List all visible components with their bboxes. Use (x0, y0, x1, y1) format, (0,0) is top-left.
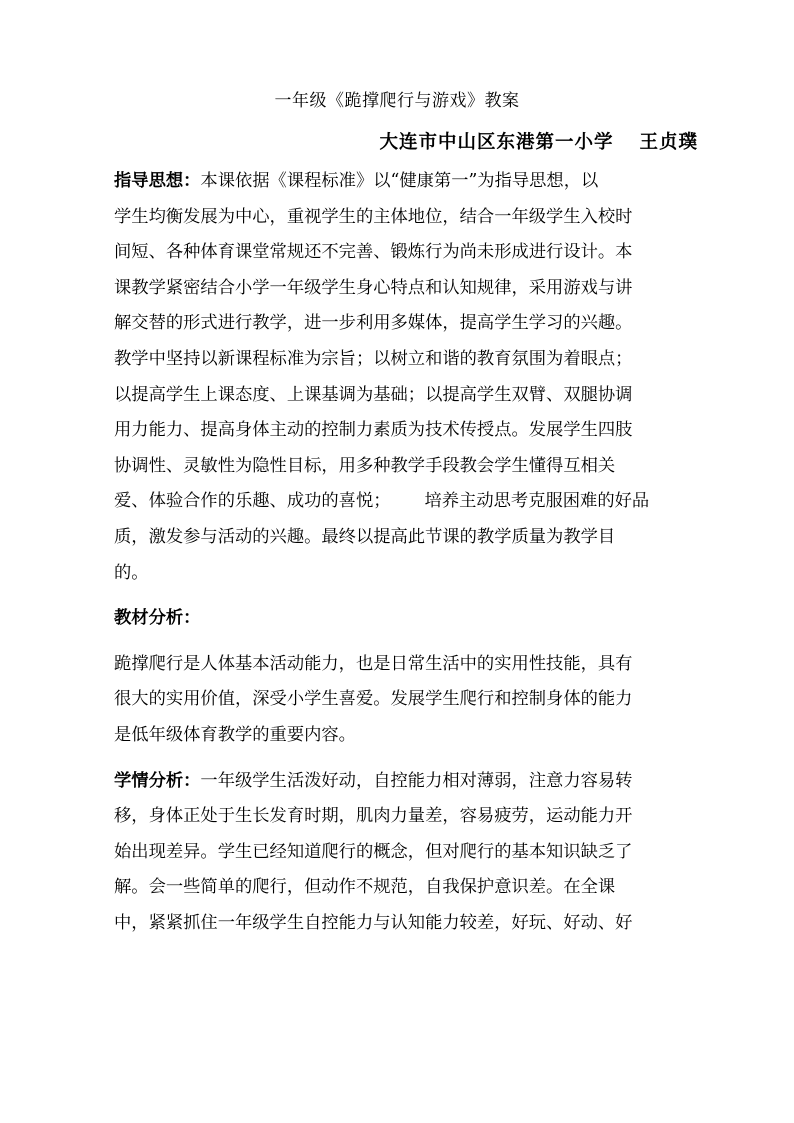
section-heading-guiding: 指导思想： (114, 171, 201, 191)
author-school: 大连市中山区东港第一小学 (379, 132, 614, 153)
document-body (114, 164, 686, 941)
paragraph-line: 移，身体正处于生长发育时期，肌肉力量差，容易疲劳，运动能力开 (114, 806, 633, 827)
paragraph-line: 课教学紧密结合小学一年级学生身心特点和认知规律，采用游戏与讲 (114, 277, 633, 298)
paragraph-line: 跪撑爬行是人体基本活动能力，也是日常生活中的实用性技能，具有 (114, 653, 633, 674)
paragraph-line: 协调性、灵敏性为隐性目标，用多种教学手段教会学生懂得互相关 (114, 455, 616, 476)
guiding-section (114, 164, 686, 591)
paragraph-line: 很大的实用价值，深受小学生喜爱。发展学生爬行和控制身体的能力 (114, 689, 633, 710)
paragraph-line: 质，激发参与活动的兴趣。最终以提高此节课的教学质量为教学目 (114, 526, 616, 547)
document-title: 一年级《跪撑爬行与游戏》教案 (274, 91, 520, 111)
paragraph-line: 以提高学生上课态度、上课基调为基础；以提高学生双臂、双腿协调 (114, 384, 633, 405)
paragraph-line: 学情分析：一年级学生活泼好动，自控能力相对薄弱，注意力容易转 (114, 770, 633, 791)
material-section (114, 601, 686, 753)
paragraph-line: 的。 (114, 562, 149, 583)
paragraph-line: 解。会一些简单的爬行，但动作不规范，自我保护意识差。在全课 (114, 877, 616, 898)
section-heading-students: 学情分析： (114, 770, 201, 791)
paragraph-line: 中，紧紧抓住一年级学生自控能力与认知能力较差，好玩、好动、好 (114, 912, 633, 933)
paragraph-line: 间短、各种体育课堂常规还不完善、锻炼行为尚未形成进行设计。本 (114, 242, 633, 263)
author-line (379, 128, 698, 154)
paragraph-line: 指导思想：本课依据《课程标准》以“健康第一”为指导思想，以 (114, 171, 599, 191)
students-section (114, 764, 686, 942)
paragraph-line: 解交替的形式进行教学，进一步利用多媒体，提高学生学习的兴趣。 (114, 313, 633, 334)
paragraph-line: 学生均衡发展为中心，重视学生的主体地位，结合一年级学生入校时 (114, 206, 633, 227)
paragraph-line: 教学中坚持以新课程标准为宗旨；以树立和谐的教育氛围为着眼点； (114, 348, 633, 369)
paragraph-line: 爱、体验合作的乐趣、成功的喜悦； 培养主动思考克服困难的好品 (114, 491, 650, 512)
section-heading-material: 教材分析： (114, 608, 201, 629)
author-name: 王贞璞 (639, 132, 698, 153)
paragraph-line: 始出现差异。学生已经知道爬行的概念，但对爬行的基本知识缺乏了 (114, 841, 633, 862)
paragraph-line: 用力能力、提高身体主动的控制力素质为技术传授点。发展学生四肢 (114, 420, 633, 441)
paragraph-line: 是低年级体育教学的重要内容。 (114, 724, 356, 745)
